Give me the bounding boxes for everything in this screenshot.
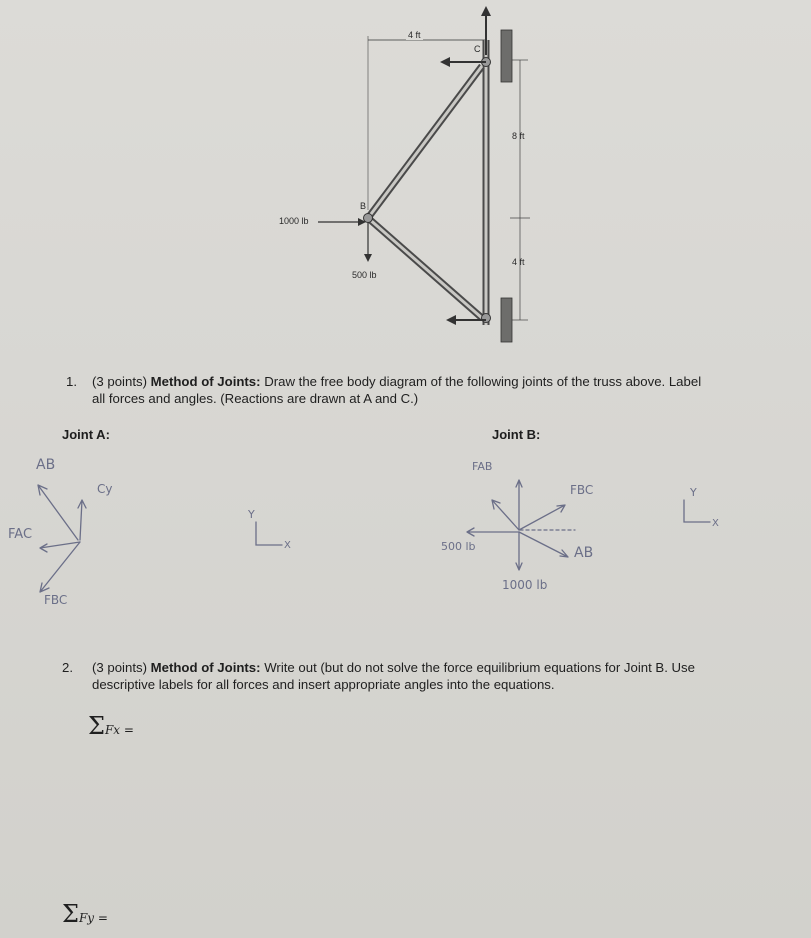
truss-diagram (0, 0, 811, 360)
joint-b-pin (364, 214, 373, 223)
reaction-c-horizontal-head (440, 57, 450, 67)
joint-b-fab-label: FAB (472, 460, 493, 473)
joint-b-ab-label: AB (574, 545, 594, 561)
joint-a-fac-label: FAC (8, 527, 33, 542)
joint-a-pin (482, 314, 491, 323)
sum-fx-label: Fx = (104, 723, 134, 737)
question-1-number: 1. (66, 374, 77, 389)
question-1-text-line1: Draw the free body diagram of the following joints of the truss above. Label (264, 374, 702, 389)
question-1-points: (3 points) (92, 374, 147, 389)
question-2-number: 2. (62, 660, 73, 675)
sum-fx-equation (88, 712, 134, 740)
dim-top-label: 4 ft (408, 30, 421, 40)
joint-a-fbc-arrow (40, 542, 80, 592)
joint-a-fbc-label: FBC (44, 593, 68, 607)
joint-a-ab-label: AB (36, 457, 56, 473)
load-500-arrow-head (364, 254, 372, 262)
sum-fy-sigma-icon: Σ (62, 900, 79, 928)
reaction-c-vertical-head (481, 6, 491, 16)
sum-fy-label: Fy = (78, 911, 108, 925)
reaction-a-horizontal-head (446, 315, 456, 325)
dim-right-lower-label: 4 ft (512, 257, 525, 267)
joint-b-500-arrow (467, 528, 519, 536)
question-1-text-line2: all forces and angles. (Reactions are drawn at A and C.) (92, 391, 419, 406)
question-2 (62, 659, 695, 693)
question-1 (66, 373, 701, 407)
joint-b-up-arrow (516, 480, 522, 530)
joint-a-ab-arrow (38, 485, 78, 540)
dim-right-upper-label: 8 ft (512, 131, 525, 141)
truss-member-bc (368, 66, 482, 218)
joint-a-title: Joint A: (62, 427, 110, 442)
joint-b-axis-y: Y (690, 486, 697, 499)
joint-a-axis-x: X (284, 540, 291, 551)
question-2-text-line1: Write out (but do not solve the force equilibrium equations for Joint B. Use (264, 660, 695, 675)
joint-a-fac-arrow (40, 542, 80, 552)
load-500-label: 500 lb (352, 270, 377, 280)
sum-fx-sigma-icon: Σ (88, 712, 105, 740)
joint-b-1000-label: 1000 lb (502, 578, 548, 592)
joint-b-ab-arrow (519, 532, 568, 557)
load-1000-label: 1000 lb (279, 216, 309, 226)
question-1-method: Method of Joints: (150, 374, 261, 389)
joint-c-label: C (474, 44, 481, 54)
joint-b-axis-x: X (712, 518, 719, 529)
question-2-points: (3 points) (92, 660, 147, 675)
question-2-text-line2: descriptive labels for all forces and insert appropriate angles into the equations. (92, 677, 555, 692)
sum-fy-equation (62, 900, 108, 928)
joint-b-axis (684, 500, 710, 522)
joint-b-fab-arrow (492, 500, 519, 530)
wall-support-c (501, 30, 512, 82)
joint-a-axis-y: Y (248, 508, 255, 521)
joint-a-cy-arrow (78, 500, 86, 540)
joint-b-1000-arrow (516, 532, 522, 570)
truss-member-ab (368, 218, 482, 318)
joint-b-fbc-arrow (519, 505, 565, 530)
question-2-method: Method of Joints: (150, 660, 261, 675)
joint-b-title: Joint B: (492, 427, 541, 442)
wall-support-a (501, 298, 512, 342)
joint-b-500-label: 500 lb (441, 540, 476, 553)
joint-b-label: B (360, 201, 367, 211)
joint-b-fbc-label: FBC (570, 483, 594, 497)
joint-a-axis (256, 522, 282, 545)
joint-a-cy-label: Cy (97, 482, 113, 496)
